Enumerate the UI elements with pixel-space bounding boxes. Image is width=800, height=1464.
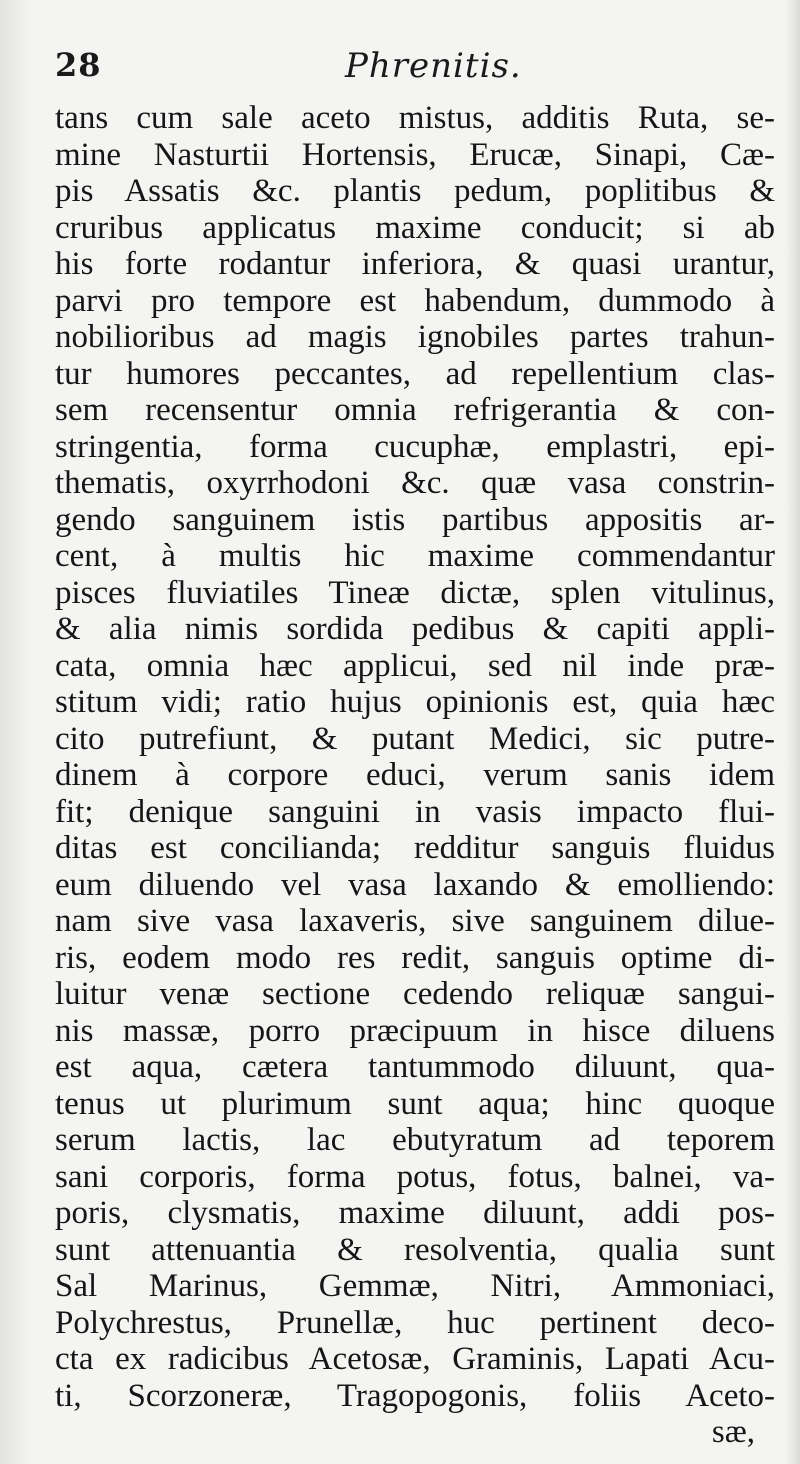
text-line: poris, clysmatis, maxime diluunt, addi pos- bbox=[55, 1195, 775, 1231]
text-line: his forte rodantur inferiora, & quasi urantur, bbox=[55, 246, 775, 282]
text-line: cent, à multis hic maxime commendantur bbox=[55, 538, 775, 574]
text-line: parvi pro tempore est habendum, dummodo à bbox=[55, 282, 775, 319]
text-line: dinem à corpore educi, verum sanis idem bbox=[55, 757, 775, 793]
text-line: & alia nimis sordida pedibus & capiti appli- bbox=[55, 611, 775, 647]
text-line: serum lactis, lac ebutyratum ad teporem bbox=[55, 1122, 775, 1158]
text-line: ditas est concilianda; redditur sanguis fluidus bbox=[55, 830, 775, 866]
text-line: ti, Scorzoneræ, Tragopogonis, foliis Aceto- bbox=[55, 1377, 775, 1414]
text-line: est aqua, cætera tantummodo diluunt, qua- bbox=[55, 1049, 775, 1085]
text-line: gendo sanguinem istis partibus appositis ar- bbox=[55, 501, 775, 538]
text-line: sæ, bbox=[711, 1414, 755, 1450]
text-line: pisces fluviatiles Tineæ dictæ, splen vitulinus, bbox=[55, 574, 775, 611]
text-line: luitur venæ sectione cedendo reliquæ sangui- bbox=[55, 976, 775, 1012]
text-line: nam sive vasa laxaveris, sive sanguinem dilue- bbox=[55, 903, 775, 939]
text-line: cruribus applicatus maxime conducit; si ab bbox=[55, 209, 775, 246]
text-line: Polychrestus, Prunellæ, huc pertinent deco- bbox=[55, 1304, 775, 1341]
page-header bbox=[55, 46, 755, 98]
text-line: mine Nasturtii Hortensis, Erucæ, Sinapi, Cæ- bbox=[55, 136, 775, 173]
text-line: Sal Marinus, Gemmæ, Nitri, Ammoniaci, bbox=[55, 1268, 775, 1304]
text-line: eum diluendo vel vasa laxando & emolliendo: bbox=[55, 866, 775, 903]
page-number: 28 bbox=[55, 46, 102, 84]
text-line: sunt attenuantia & resolventia, qualia sunt bbox=[55, 1231, 775, 1268]
text-line: nis massæ, porro præcipuum in hisce diluens bbox=[55, 1012, 775, 1049]
text-line: fit; denique sanguini in vasis impacto flui- bbox=[55, 793, 775, 830]
body-text bbox=[55, 100, 775, 1451]
text-line: sani corporis, forma potus, fotus, balnei, va- bbox=[55, 1158, 775, 1195]
text-line: thematis, oxyrrhodoni &c. quæ vasa constrin- bbox=[55, 465, 775, 501]
text-line: nobilioribus ad magis ignobiles partes trahun- bbox=[55, 319, 775, 355]
text-line: stitum vidi; ratio hujus opinionis est, quia hæc bbox=[55, 684, 775, 720]
text-line: tur humores peccantes, ad repellentium clas- bbox=[55, 355, 775, 392]
text-line: pis Assatis &c. plantis pedum, poplitibus & bbox=[55, 173, 775, 209]
running-title: Phrenitis. bbox=[345, 46, 522, 86]
text-line: ris, eodem modo res redit, sanguis optime di- bbox=[55, 939, 775, 976]
text-line: tans cum sale aceto mistus, additis Ruta, se- bbox=[55, 100, 775, 136]
text-line: sem recensentur omnia refrigerantia & con- bbox=[55, 392, 775, 428]
text-line: cata, omnia hæc applicui, sed nil inde præ- bbox=[55, 647, 775, 684]
text-line: cito putrefiunt, & putant Medici, sic putre- bbox=[55, 720, 775, 757]
text-line: tenus ut plurimum sunt aqua; hinc quoque bbox=[55, 1085, 775, 1122]
text-line: stringentia, forma cucuphæ, emplastri, epi- bbox=[55, 428, 775, 465]
text-line: cta ex radicibus Acetosæ, Graminis, Lapati Acu- bbox=[55, 1341, 775, 1377]
